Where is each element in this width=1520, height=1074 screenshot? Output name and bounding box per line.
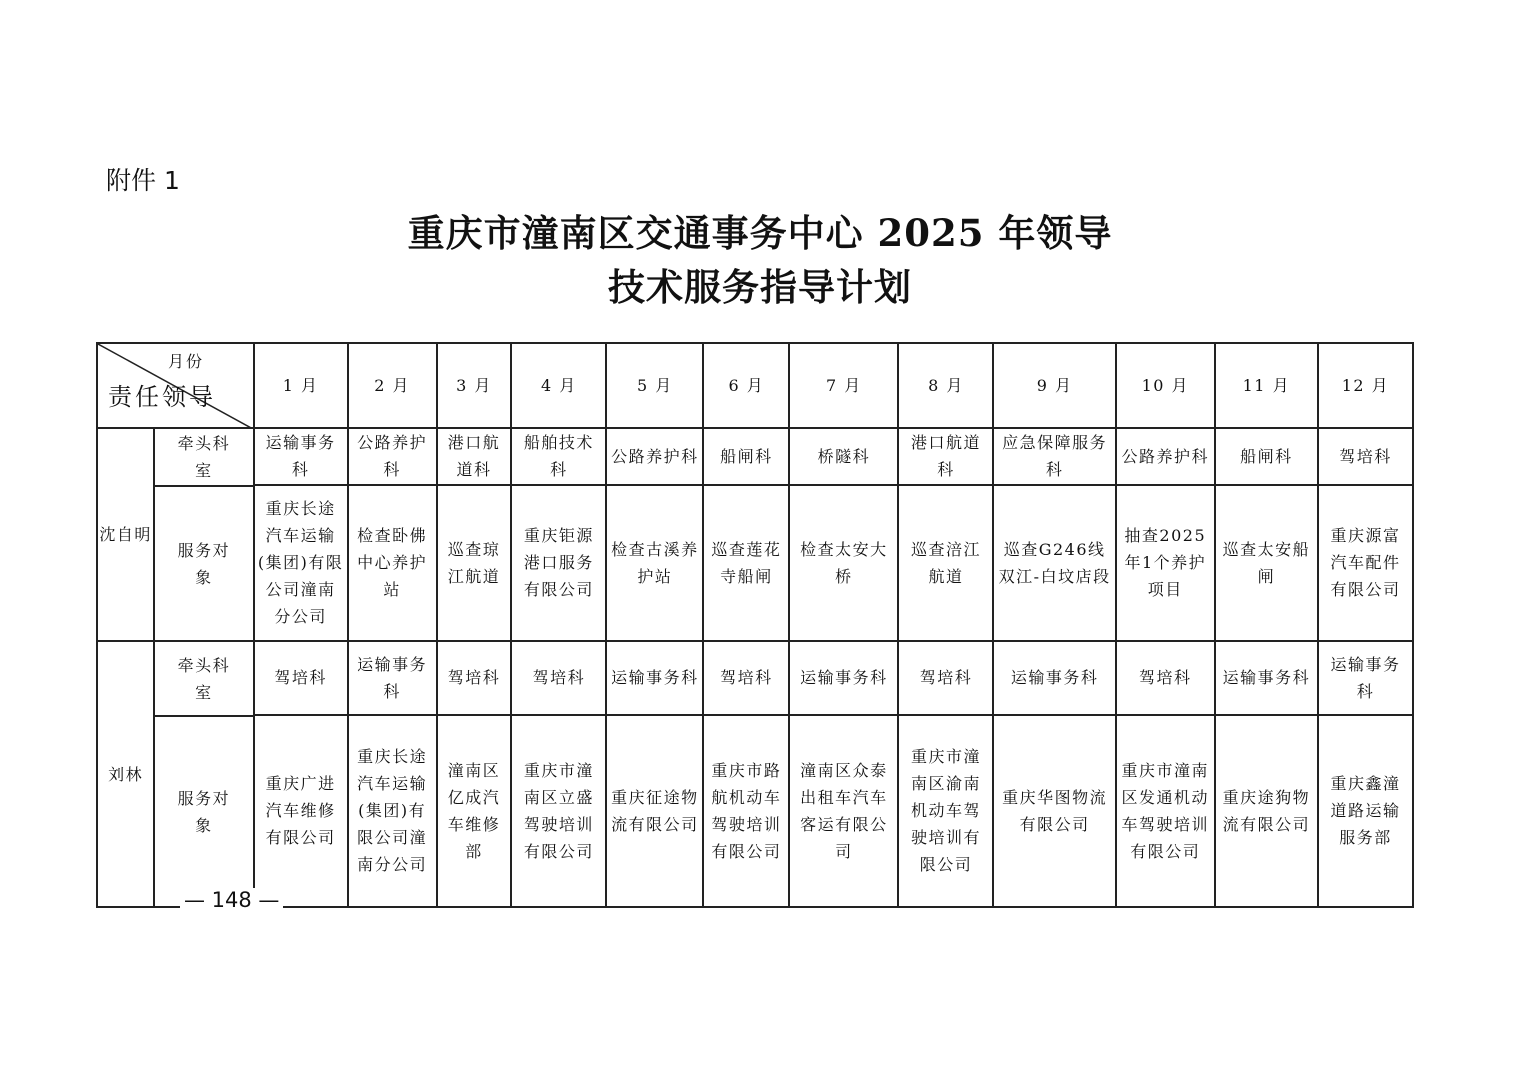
lead-department-cell: 驾培科: [703, 641, 789, 715]
month-header: 10 月: [1116, 343, 1215, 428]
month-header: 8 月: [898, 343, 993, 428]
lead-department-cell: 驾培科: [511, 641, 606, 715]
month-header: 9 月: [993, 343, 1115, 428]
leader-name: 刘林: [108, 764, 144, 784]
leader-name-cell: [97, 428, 254, 641]
attachment-label: 附件 1: [106, 166, 180, 195]
month-header: 11 月: [1215, 343, 1318, 428]
lead-department-cell: 驾培科: [437, 641, 512, 715]
lead-department-cell: 运输事务科: [348, 641, 437, 715]
month-header: 7 月: [789, 343, 898, 428]
service-target-cell: 重庆市路航机动车驾驶培训有限公司: [703, 715, 789, 907]
service-target-cell: 潼南区亿成汽车维修部: [437, 715, 512, 907]
service-target-cell: 巡查琼江航道: [437, 485, 512, 641]
lead-department-cell: 运输事务科: [1318, 641, 1413, 715]
service-target-cell: 重庆途狗物流有限公司: [1215, 715, 1318, 907]
service-target-label: 服务对象: [177, 788, 231, 835]
service-target-cell: 潼南区众泰出租车汽车客运有限公司: [789, 715, 898, 907]
leader-name: 沈自明: [99, 525, 152, 544]
page-number: — 148 —: [180, 888, 283, 912]
lead-department-label: 牵头科室: [177, 434, 231, 480]
service-target-cell: 检查古溪养护站: [606, 485, 703, 641]
diagonal-header-cell: [97, 343, 254, 428]
service-target-cell: 检查太安大桥: [789, 485, 898, 641]
lead-department-cell: 公路养护科: [1116, 428, 1215, 485]
month-axis-label: 月份: [168, 352, 205, 371]
month-header: 1 月: [254, 343, 348, 428]
service-target-cell: 巡查太安船闸: [1215, 485, 1318, 641]
lead-department-cell: 船闸科: [703, 428, 789, 485]
lead-department-cell: 运输事务科: [1215, 641, 1318, 715]
service-target-cell: 重庆广进汽车维修有限公司: [254, 715, 348, 907]
month-header: 4 月: [511, 343, 606, 428]
service-target-cell: 重庆市潼南区发通机动车驾驶培训有限公司: [1116, 715, 1215, 907]
service-target-cell: 检查卧佛中心养护站: [348, 485, 437, 641]
service-target-cell: 重庆长途汽车运输(集团)有限公司潼南分公司: [254, 485, 348, 641]
service-target-cell: 重庆源富汽车配件有限公司: [1318, 485, 1413, 641]
month-header: 5 月: [606, 343, 703, 428]
lead-department-cell: 驾培科: [254, 641, 348, 715]
lead-department-cell: 船闸科: [1215, 428, 1318, 485]
service-target-cell: 巡查涪江航道: [898, 485, 993, 641]
service-target-cell: 重庆市潼南区立盛驾驶培训有限公司: [511, 715, 606, 907]
service-target-cell: 重庆长途汽车运输(集团)有限公司潼南分公司: [348, 715, 437, 907]
leader-axis-label: 责任领导: [108, 383, 216, 411]
month-header: 6 月: [703, 343, 789, 428]
document-title-line-1: 重庆市潼南区交通事务中心 2025 年领导: [407, 211, 1113, 255]
service-target-cell: 重庆鑫潼道路运输服务部: [1318, 715, 1413, 907]
service-target-cell: 巡查莲花寺船闸: [703, 485, 789, 641]
lead-department-cell: 港口航道科: [437, 428, 512, 485]
document-title-line-2: 技术服务指导计划: [608, 265, 912, 309]
service-target-cell: 重庆市潼南区渝南机动车驾驶培训有限公司: [898, 715, 993, 907]
lead-department-cell: 驾培科: [1318, 428, 1413, 485]
service-target-cell: 重庆征途物流有限公司: [606, 715, 703, 907]
lead-department-cell: 船舶技术科: [511, 428, 606, 485]
service-target-cell: 重庆钜源港口服务有限公司: [511, 485, 606, 641]
leader-name-cell: [97, 641, 254, 907]
lead-department-cell: 运输事务科: [254, 428, 348, 485]
lead-department-label: 牵头科室: [177, 655, 231, 702]
month-header: 12 月: [1318, 343, 1413, 428]
lead-department-cell: 运输事务科: [789, 641, 898, 715]
service-target-cell: 重庆华图物流有限公司: [993, 715, 1115, 907]
service-target-cell: 巡查G246线双江-白坟店段: [993, 485, 1115, 641]
lead-department-cell: 驾培科: [898, 641, 993, 715]
service-target-label: 服务对象: [177, 540, 231, 587]
month-header: 3 月: [437, 343, 512, 428]
lead-department-cell: 公路养护科: [606, 428, 703, 485]
lead-department-cell: 港口航道科: [898, 428, 993, 485]
service-target-cell: 抽查2025年1个养护项目: [1116, 485, 1215, 641]
lead-department-cell: 运输事务科: [606, 641, 703, 715]
lead-department-cell: 桥隧科: [789, 428, 898, 485]
schedule-table: [96, 342, 1414, 908]
lead-department-cell: 运输事务科: [993, 641, 1115, 715]
month-header: 2 月: [348, 343, 437, 428]
lead-department-cell: 公路养护科: [348, 428, 437, 485]
lead-department-cell: 应急保障服务科: [993, 428, 1115, 485]
lead-department-cell: 驾培科: [1116, 641, 1215, 715]
